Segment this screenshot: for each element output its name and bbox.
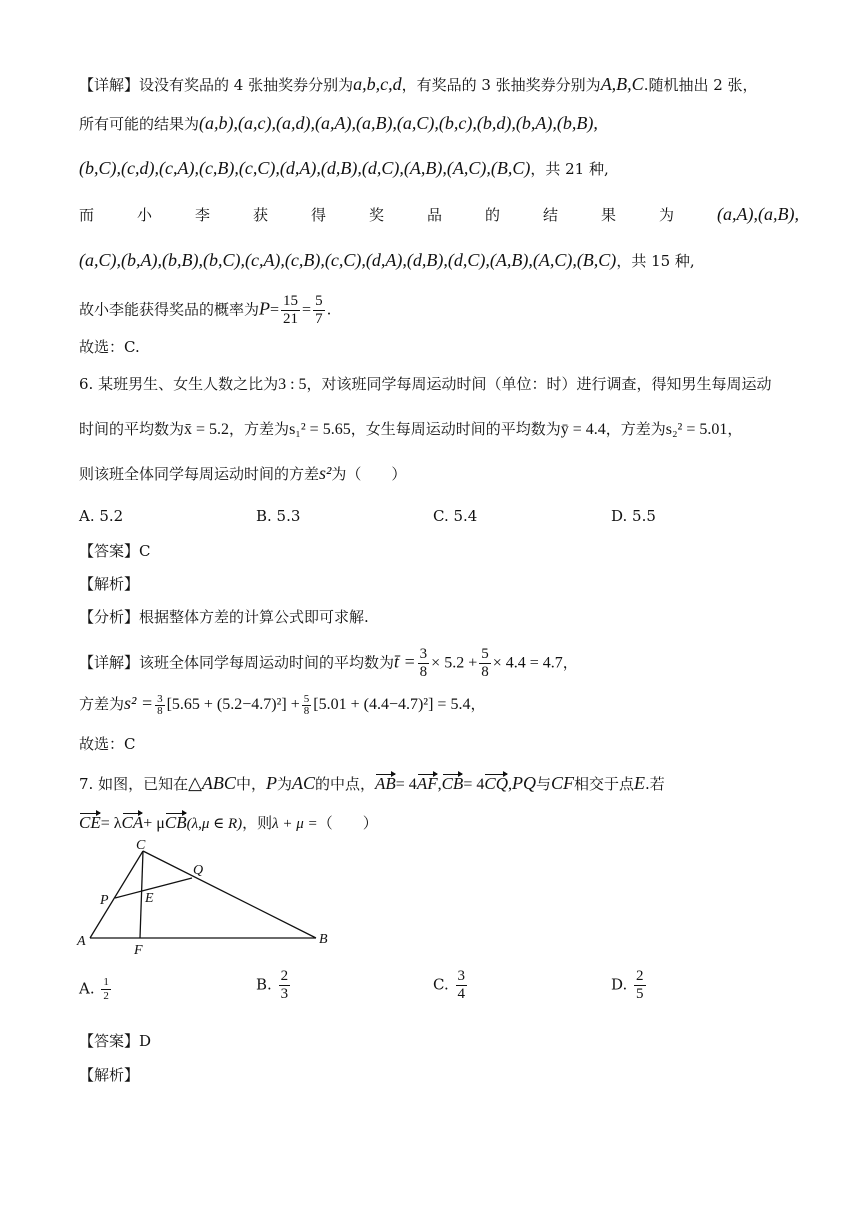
math: s₁² = 5.65 <box>289 421 351 438</box>
option-b <box>256 968 292 1003</box>
numerator: 3 <box>157 692 163 705</box>
math: = <box>302 301 312 319</box>
math: × 5.2 + <box>431 654 478 672</box>
label-c: C <box>136 838 146 853</box>
math: △ABC <box>188 773 236 793</box>
math: + μ <box>143 815 165 832</box>
denominator: 4 <box>457 986 465 1002</box>
segment-ac <box>90 851 143 938</box>
text: ，方差为 <box>229 420 290 438</box>
label-a: A <box>77 934 86 949</box>
numerator: 3 <box>457 968 465 984</box>
option-label: A. <box>79 979 95 998</box>
fraction <box>479 646 491 681</box>
label-e: E <box>145 891 154 906</box>
option-label: B. <box>256 975 272 994</box>
text: .若 <box>645 775 665 793</box>
fraction <box>155 694 165 717</box>
p5-line3 <box>79 157 609 180</box>
option-d: D. 5.5 <box>611 507 656 525</box>
numerator: 15 <box>283 293 299 309</box>
math: a,b,c,d <box>353 74 402 94</box>
text: 则该班全体同学每周运动时间的方差 <box>79 465 320 483</box>
text: 中， <box>235 775 266 793</box>
fraction <box>313 293 325 328</box>
numerator: 1 <box>103 976 109 988</box>
vector: CQ <box>484 774 508 793</box>
denominator: 21 <box>283 311 299 327</box>
fraction <box>281 293 300 328</box>
text: 方差为 <box>79 695 125 713</box>
vector: AF <box>416 774 438 793</box>
numerator: 5 <box>303 692 310 705</box>
numerator: 5 <box>315 293 323 309</box>
text: ， <box>470 695 486 713</box>
option-c <box>433 968 469 1003</box>
math: = 4 <box>463 776 485 793</box>
p5-choose: 故选：C. <box>79 338 140 356</box>
q6-line3 <box>79 462 406 485</box>
segment-cf <box>140 851 143 938</box>
text: ， <box>727 420 743 438</box>
text: ，则 <box>242 814 273 832</box>
denominator: 3 <box>280 986 289 1002</box>
math: PQ <box>511 773 536 793</box>
word: 品 <box>427 206 443 224</box>
word: 李 <box>195 206 211 224</box>
fraction <box>456 968 468 1003</box>
math: A,B,C <box>600 74 644 94</box>
math: P <box>259 298 271 319</box>
math: (a,C),(b,A),(b,B),(b,C),(c,A),(c,B),(c,C),(d,A),(d,B),(d,C),(A,B),(A,C),(B,C) <box>79 250 617 270</box>
text: 为（ ） <box>331 465 407 483</box>
text: 7. 如图，已知在 <box>79 775 189 793</box>
text: 【详解】该班全体同学每周运动时间的平均数为 <box>79 653 395 672</box>
q6-variance <box>79 692 485 717</box>
q6-line1 <box>79 373 772 396</box>
option-b: B. 5.3 <box>256 507 301 525</box>
text: ，共 15 种, <box>616 252 695 270</box>
denominator: 8 <box>303 704 310 717</box>
word: 果 <box>601 206 617 224</box>
word: 获 <box>253 206 269 224</box>
q6-jiexi: 【解析】 <box>79 575 140 593</box>
text: 6. 某班男生、女生人数之比为 <box>79 375 279 393</box>
q7-jiexi: 【解析】 <box>79 1066 140 1084</box>
math: = λ <box>100 815 122 832</box>
text: 相交于点 <box>574 775 635 793</box>
q6-detail <box>79 646 578 681</box>
math: [5.01 + (4.4−4.7)²] = 5.4 <box>313 696 471 713</box>
math: , <box>437 776 442 793</box>
fraction <box>279 968 291 1003</box>
fraction <box>634 968 646 1003</box>
text: 故小李能获得奖品的概率为 <box>79 300 260 319</box>
numerator: 2 <box>280 968 289 984</box>
word: 小 <box>137 206 153 224</box>
text: ，对该班同学每周运动时间（单位：时）进行调查，得知男生每周运动 <box>306 375 772 393</box>
math: s² <box>319 463 332 483</box>
q7-line1 <box>79 772 665 796</box>
vector: CB <box>441 774 464 793</box>
denominator: 5 <box>636 986 644 1002</box>
denominator: 8 <box>419 664 428 680</box>
denominator: 2 <box>103 990 109 1002</box>
word: 结 <box>543 206 559 224</box>
math: AC <box>291 773 315 793</box>
word: 为 <box>659 206 675 224</box>
text: ，有奖品的 3 张抽奖券分别为 <box>401 76 601 94</box>
math: E <box>634 773 646 793</box>
math: (a,b),(a,c),(a,d),(a,A),(a,B),(a,C),(b,c),(b,d),(b,A),(b,B), <box>199 113 598 133</box>
option-a: A. 5.2 <box>79 507 124 525</box>
q7-line2 <box>79 812 378 835</box>
option-d <box>611 968 648 1003</box>
text: ， <box>562 653 578 672</box>
triangle-figure <box>70 835 340 957</box>
math: t̄ = <box>394 651 416 672</box>
q6-choose: 故选：C <box>79 735 136 753</box>
label-f: F <box>134 943 143 957</box>
math: [5.65 + (5.2−4.7)²] + <box>166 696 300 713</box>
math: s₂² = 5.01 <box>665 421 728 438</box>
vector: CB <box>164 813 187 832</box>
math: s² = <box>124 693 154 713</box>
math: , <box>507 776 512 793</box>
option-label: C. <box>433 975 449 994</box>
label-b: B <box>319 932 328 947</box>
numerator: 2 <box>636 968 644 984</box>
text: 【详解】设没有奖品的 4 张抽奖券分别为 <box>79 76 354 94</box>
p5-line1 <box>79 73 758 96</box>
math: 3 : 5 <box>278 376 307 393</box>
numerator: 3 <box>419 646 428 662</box>
q6-fenxi: 【分析】根据整体方差的计算公式即可求解. <box>79 608 369 626</box>
word: 而 <box>79 206 95 224</box>
p5-line6 <box>79 293 331 328</box>
math: P <box>265 773 277 793</box>
math: ȳ = 4.4 <box>560 421 606 438</box>
label-p: P <box>100 893 109 908</box>
fraction <box>418 646 430 681</box>
label-q: Q <box>193 863 204 878</box>
math: CF <box>551 773 575 793</box>
text: 的中点， <box>314 775 375 793</box>
q6-line2 <box>79 418 742 441</box>
math: (b,C),(c,d),(c,A),(c,B),(c,C),(d,A),(d,B),(d,C),(A,B),(A,C),(B,C) <box>79 158 531 178</box>
text: . <box>326 300 332 319</box>
vector: CE <box>79 813 101 832</box>
numerator: 5 <box>481 646 489 662</box>
p5-line5 <box>79 249 695 272</box>
word: 的 <box>485 206 501 224</box>
vector: CA <box>121 813 144 832</box>
text: 所有可能的结果为 <box>79 115 200 133</box>
text: ，女生每周运动时间的平均数为 <box>350 420 561 438</box>
math: (a,A),(a,B), <box>717 204 799 224</box>
text: ，共 21 种, <box>530 160 609 178</box>
p5-line4 <box>79 204 799 225</box>
math: = 4 <box>395 776 417 793</box>
q7-answer: 【答案】D <box>79 1032 152 1050</box>
vector: AB <box>375 774 396 793</box>
denominator: 8 <box>481 664 489 680</box>
text: .随机抽出 2 张， <box>643 76 758 94</box>
math: = <box>270 301 280 319</box>
option-c: C. 5.4 <box>433 507 478 525</box>
math: x̄ = 5.2 <box>184 421 230 438</box>
text: ，方差为 <box>605 420 666 438</box>
segment-cb <box>143 851 316 938</box>
denominator: 8 <box>157 704 163 717</box>
fraction <box>302 694 312 717</box>
text: 为 <box>276 775 292 793</box>
q6-answer: 【答案】C <box>79 542 151 560</box>
p5-line2 <box>79 112 598 135</box>
math: × 4.4 = 4.7 <box>492 654 563 672</box>
text: （ ） <box>317 814 378 832</box>
text: 时间的平均数为 <box>79 420 185 438</box>
math: (λ,μ ∈ R) <box>186 816 243 832</box>
word: 得 <box>311 206 327 224</box>
option-label: D. <box>611 975 628 994</box>
option-a <box>79 976 113 1003</box>
fraction <box>101 976 111 1003</box>
text: 与 <box>535 775 551 793</box>
denominator: 7 <box>315 311 323 327</box>
math: λ + μ = <box>272 816 318 832</box>
word: 奖 <box>369 206 385 224</box>
